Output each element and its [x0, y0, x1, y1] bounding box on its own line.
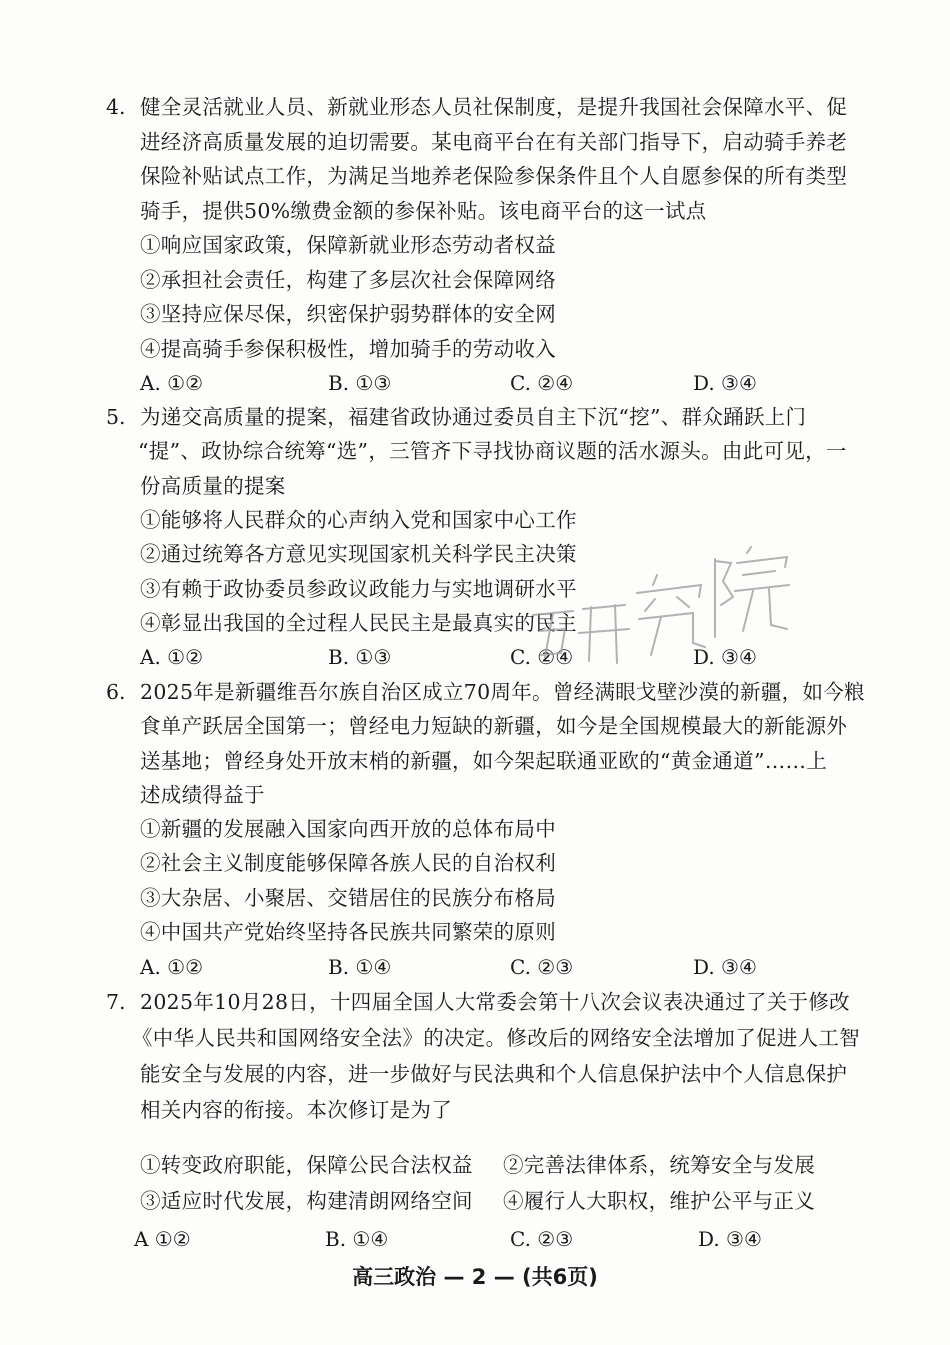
option-d: D. ③④: [693, 371, 757, 395]
question-text-line: 健全灵活就业人员、新就业形态人员社保制度，是提升我国社会保障水平、促: [140, 95, 848, 119]
question-number: 7.: [106, 990, 126, 1014]
option-a: A. ①②: [140, 371, 204, 395]
option-d: D. ③④: [698, 1227, 762, 1251]
question-text-line: 相关内容的衔接。本次修订是为了: [140, 1098, 452, 1122]
statement: ①响应国家政策，保障新就业形态劳动者权益: [140, 233, 556, 257]
question-number: 4.: [106, 95, 126, 119]
statement: ①能够将人民群众的心声纳入党和国家中心工作: [140, 508, 577, 532]
question-text-line: 2025年是新疆维吾尔族自治区成立70周年。曾经满眼戈壁沙漠的新疆，如今粮: [140, 680, 865, 704]
option-c: C. ②④: [510, 645, 574, 669]
option-b: B. ①③: [328, 645, 392, 669]
question-number: 6.: [106, 680, 126, 704]
question-text-line: 食单产跃居全国第一；曾经电力短缺的新疆，如今是全国规模最大的新能源外: [140, 714, 848, 738]
statement: ②承担社会责任，构建了多层次社会保障网络: [140, 268, 556, 292]
question-text-line: 份高质量的提案: [140, 474, 286, 498]
option-b: B. ①④: [325, 1227, 389, 1251]
option-a: A ①②: [134, 1227, 191, 1251]
statement: ④中国共产党始终坚持各民族共同繁荣的原则: [140, 920, 556, 944]
option-a: A. ①②: [140, 955, 204, 979]
statement: ①新疆的发展融入国家向西开放的总体布局中: [140, 817, 556, 841]
statement: ②完善法律体系，统筹安全与发展: [503, 1153, 815, 1177]
statement: ③大杂居、小聚居、交错居住的民族分布格局: [140, 886, 556, 910]
question-text-line: 2025年10月28日，十四届全国人大常委会第十八次会议表决通过了关于修改: [140, 990, 850, 1014]
question-number: 5.: [106, 405, 126, 429]
statement: ④履行人大职权，维护公平与正义: [503, 1189, 815, 1213]
question-text-line: 保险补贴试点工作，为满足当地养老保险参保条件且个人自愿参保的所有类型: [140, 164, 848, 188]
option-d: D. ③④: [693, 645, 757, 669]
statement: ②社会主义制度能够保障各族人民的自治权利: [140, 851, 556, 875]
option-c: C. ②③: [510, 955, 574, 979]
option-c: C. ②③: [510, 1227, 574, 1251]
question-text-line: 为递交高质量的提案，福建省政协通过委员自主下沉“挖”、群众踊跃上门: [140, 405, 807, 429]
option-a: A. ①②: [140, 645, 204, 669]
question-text-line: 送基地；曾经身处开放末梢的新疆，如今架起联通亚欧的“黄金通道”……上: [140, 749, 828, 773]
question-text-line: 述成绩得益于: [140, 783, 265, 807]
question-text-line: 骑手，提供50%缴费金额的参保补贴。该电商平台的这一试点: [140, 199, 707, 223]
option-c: C. ②④: [510, 371, 574, 395]
statement: ④提高骑手参保积极性，增加骑手的劳动收入: [140, 337, 556, 361]
statement: ①转变政府职能，保障公民合法权益: [140, 1153, 473, 1177]
statement: ③适应时代发展，构建清朗网络空间: [140, 1189, 473, 1213]
question-text-line: 能安全与发展的内容，进一步做好与民法典和个人信息保护法中个人信息保护: [140, 1062, 848, 1086]
option-b: B. ①③: [328, 371, 392, 395]
question-text-line: 《中华人民共和国网络安全法》的决定。修改后的网络安全法增加了促进人工智: [132, 1026, 860, 1050]
statement: ③坚持应保尽保，织密保护弱势群体的安全网: [140, 302, 556, 326]
option-d: D. ③④: [693, 955, 757, 979]
statement: ④彰显出我国的全过程人民民主是最真实的民主: [140, 611, 577, 635]
statement: ②通过统筹各方意见实现国家机关科学民主决策: [140, 542, 577, 566]
page-footer: 高三政治 — 2 — (共6页): [352, 1265, 598, 1289]
statement: ③有赖于政协委员参政议政能力与实地调研水平: [140, 577, 577, 601]
question-text-line: “提”、政协综合统筹“选”，三管齐下寻找协商议题的活水源头。由此可见，一: [138, 439, 847, 463]
question-text-line: 进经济高质量发展的迫切需要。某电商平台在有关部门指导下，启动骑手养老: [140, 130, 848, 154]
option-b: B. ①④: [328, 955, 392, 979]
